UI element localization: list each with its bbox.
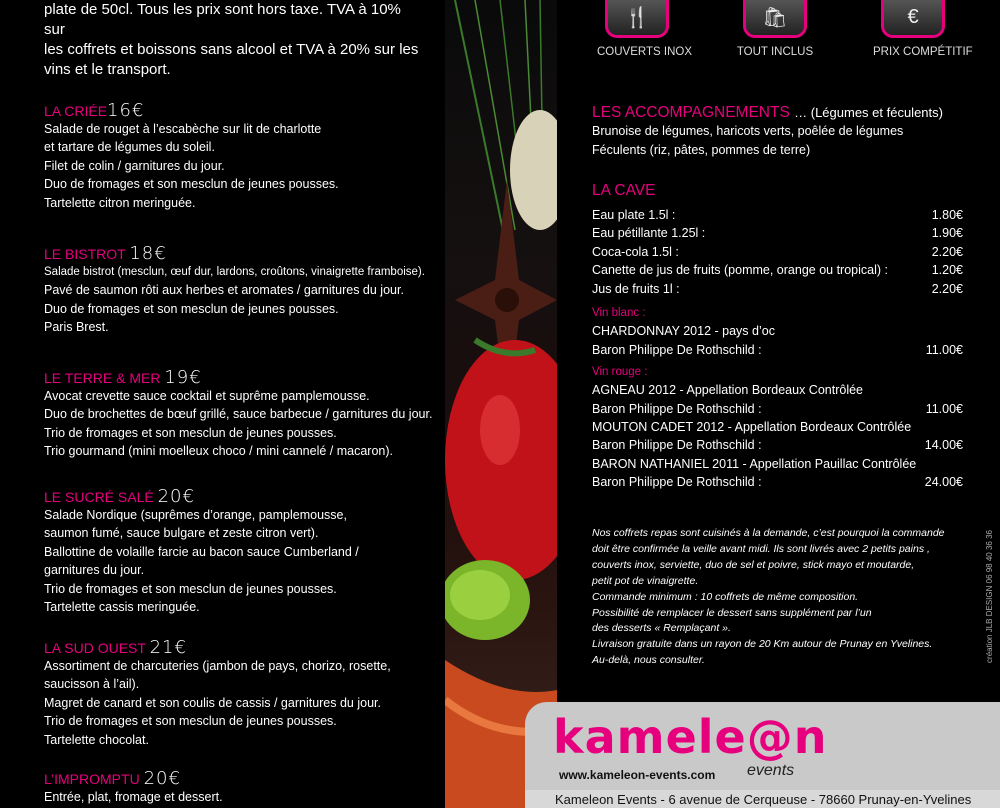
menu-line: Salade bistrot (mesclun, œuf dur, lardons, croûtons, vinaigrette framboise). bbox=[44, 266, 425, 278]
badge-prix-competitif bbox=[873, 0, 973, 58]
wine-price: 11.00€ bbox=[925, 343, 963, 357]
menu-price: 20€ bbox=[157, 486, 195, 507]
menu-line: Salade Nordique (suprêmes d’orange, pamplemousse, bbox=[44, 508, 347, 522]
euro-icon: € bbox=[881, 0, 945, 38]
section-title: LES ACCOMPAGNEMENTS bbox=[592, 104, 790, 121]
drink-label: Coca-cola 1.5l : bbox=[592, 245, 679, 259]
menu-name: LE TERRE & MER bbox=[44, 370, 161, 386]
drink-price: 2.20€ bbox=[931, 282, 963, 296]
menu-la-criee bbox=[44, 102, 434, 212]
wine-row bbox=[592, 473, 963, 492]
note-line: Au-delà, nous consulter. bbox=[592, 654, 705, 667]
drink-label: Jus de fruits 1l : bbox=[592, 282, 680, 296]
wine-producer: Baron Philippe De Rothschild : bbox=[592, 438, 762, 452]
menu-le-bistrot bbox=[44, 245, 434, 337]
menu-name: LA SUD OUEST bbox=[44, 640, 146, 656]
menu-price: 18€ bbox=[129, 243, 167, 264]
section-subtitle: … (Légumes et féculents) bbox=[794, 105, 943, 120]
logo-subtitle: events bbox=[747, 762, 795, 779]
menu-le-terre-mer bbox=[44, 369, 434, 461]
drink-row bbox=[592, 280, 963, 299]
menu-name: LE SUCRÉ SALÉ bbox=[44, 489, 154, 505]
drink-label: Eau plate 1.5l : bbox=[592, 208, 676, 222]
note-line: Nos coffrets repas sont cuisinés à la demande, c’est pourquoi la commande bbox=[592, 527, 945, 539]
wine-name: CHARDONNAY 2012 - pays d’oc bbox=[592, 324, 775, 338]
drink-price: 2.20€ bbox=[931, 245, 963, 259]
drink-row bbox=[592, 243, 963, 262]
intro-text bbox=[44, 0, 424, 80]
menu-heading bbox=[44, 639, 434, 657]
design-credit: création JLB DESIGN 06 98 40 36 36 bbox=[985, 530, 994, 663]
note-line: couverts inox, serviette, duo de sel et poivre, stick mayo et moutarde, bbox=[592, 558, 915, 571]
menu-line: Duo de fromages et son mesclun de jeunes pousses. bbox=[44, 177, 339, 192]
vin-rouge-label: Vin rouge : bbox=[592, 366, 648, 378]
menu-line: Tartelette citron meringuée. bbox=[44, 195, 196, 210]
food-illustration bbox=[445, 0, 557, 808]
drink-price: 1.90€ bbox=[931, 226, 963, 240]
footer bbox=[525, 702, 1000, 808]
menu-l-impromptu bbox=[44, 770, 434, 806]
menu-price: 20€ bbox=[143, 768, 181, 789]
wine-producer: Baron Philippe De Rothschild : bbox=[592, 402, 762, 416]
menu-line: Magret de canard et son coulis de cassis / garnitures du jour. bbox=[44, 695, 381, 710]
menu-le-sucre-sale bbox=[44, 488, 434, 616]
website-link[interactable]: www.kameleon-events.com bbox=[559, 768, 716, 782]
intro-line: vins et le transport. bbox=[44, 61, 171, 78]
wine-price: 24.00€ bbox=[924, 475, 963, 489]
menu-line: Trio de fromages et son mesclun de jeunes pousses. bbox=[44, 581, 337, 596]
menu-heading bbox=[44, 245, 434, 263]
drink-label: Canette de jus de fruits (pomme, orange ou tropical) : bbox=[592, 263, 888, 277]
food-photo bbox=[445, 0, 557, 808]
menu-column bbox=[0, 0, 445, 808]
badge-couverts-inox bbox=[597, 0, 692, 58]
menu-line: saumon fumé, sauce bulgare et zeste citron vert). bbox=[44, 526, 319, 541]
accompagnement-line: Brunoise de légumes, haricots verts, poêlée de légumes bbox=[592, 124, 904, 138]
note-line: Livraison gratuite dans un rayon de 20 Km autour de Prunay en Yvelines. bbox=[592, 638, 933, 651]
menu-line: Tartelette cassis meringuée. bbox=[44, 600, 200, 615]
wine-name: MOUTON CADET 2012 - Appellation Bordeaux Contrôlée bbox=[592, 420, 912, 434]
menu-line: Duo de fromages et son mesclun de jeunes pousses. bbox=[44, 301, 339, 316]
drink-label: Eau pétillante 1.25l : bbox=[592, 226, 706, 240]
wine-price: 11.00€ bbox=[925, 402, 963, 416]
drink-price: 1.80€ bbox=[931, 208, 963, 222]
menu-price: 19€ bbox=[164, 367, 202, 388]
note-line: des desserts « Remplaçant ». bbox=[592, 622, 731, 635]
menu-name: LE BISTROT bbox=[44, 246, 126, 262]
badge-label: COUVERTS INOX bbox=[597, 46, 692, 58]
intro-line: plate de 50cl. Tous les prix sont hors taxe. TVA à 10% sur bbox=[44, 1, 401, 38]
drink-price: 1.20€ bbox=[931, 263, 963, 277]
note-line: petit pot de vinaigrette. bbox=[592, 574, 699, 587]
accompagnements-title bbox=[592, 104, 943, 122]
wine-row bbox=[592, 341, 963, 360]
menu-line: Entrée, plat, fromage et dessert. bbox=[44, 790, 223, 804]
vin-blanc-label: Vin blanc : bbox=[592, 307, 646, 319]
menu-line: Pavé de saumon rôti aux herbes et aromates / garnitures du jour. bbox=[44, 283, 404, 298]
menu-line: Tartelette chocolat. bbox=[44, 732, 149, 747]
wine-row bbox=[592, 436, 963, 455]
note-line: doit être confirmée la veille avant midi. Ils sont livrés avec 2 petits pains , bbox=[592, 542, 930, 555]
bag-icon: 🛍 bbox=[743, 0, 807, 38]
menu-line: et tartare de légumes du soleil. bbox=[44, 140, 215, 155]
menu-heading bbox=[44, 770, 434, 788]
accompagnement-line: Féculents (riz, pâtes, pommes de terre) bbox=[592, 143, 811, 157]
menu-heading bbox=[44, 488, 434, 506]
cutlery-icon: 🍴 bbox=[605, 0, 669, 38]
wine-price: 14.00€ bbox=[924, 438, 963, 452]
badge-label: PRIX COMPÉTITIF bbox=[873, 46, 973, 58]
cave-title: LA CAVE bbox=[592, 182, 656, 199]
wine-row bbox=[592, 400, 963, 419]
wine-producer: Baron Philippe De Rothschild : bbox=[592, 343, 762, 357]
menu-heading bbox=[44, 369, 434, 387]
menu-line: Salade de rouget à l’escabèche sur lit de charlotte bbox=[44, 122, 322, 136]
note-line: Commande minimum : 10 coffrets de même composition. bbox=[592, 590, 859, 603]
note-line: Possibilité de remplacer le dessert sans supplément par l’un bbox=[592, 606, 872, 619]
menu-line: Filet de colin / garnitures du jour. bbox=[44, 158, 225, 173]
menu-line: garnitures du jour. bbox=[44, 563, 145, 578]
menu-name: LA CRIÉE bbox=[44, 103, 108, 119]
menu-line: Avocat crevette sauce cocktail et suprême pamplemousse. bbox=[44, 389, 370, 403]
wine-name: BARON NATHANIEL 2011 - Appellation Pauillac Contrôlée bbox=[592, 457, 917, 471]
menu-name: L’IMPROMPTU bbox=[44, 771, 140, 787]
menu-line: Trio de fromages et son mesclun de jeunes pousses. bbox=[44, 425, 337, 440]
menu-line: Duo de brochettes de bœuf grillé, sauce barbecue / garnitures du jour. bbox=[44, 407, 433, 422]
menu-heading bbox=[44, 102, 434, 120]
menu-line: saucisson à l’ail). bbox=[44, 677, 140, 692]
menu-price: 16€ bbox=[107, 100, 145, 121]
menu-line: Trio de fromages et son mesclun de jeunes pousses. bbox=[44, 714, 337, 729]
badge-label: TOUT INCLUS bbox=[736, 46, 814, 58]
wine-producer: Baron Philippe De Rothschild : bbox=[592, 475, 762, 489]
menu-line: Ballottine de volaille farcie au bacon sauce Cumberland / bbox=[44, 544, 359, 559]
kameleon-logo: kamele@n bbox=[553, 710, 828, 764]
menu-line: Trio gourmand (mini moelleux choco / mini cannelé / macaron). bbox=[44, 444, 393, 459]
menu-price: 21€ bbox=[149, 637, 187, 658]
badge-tout-inclus bbox=[735, 0, 815, 58]
drink-row bbox=[592, 206, 963, 225]
drink-row bbox=[592, 261, 963, 280]
company-address: Kameleon Events - 6 avenue de Cerqueuse - 78660 Prunay-en-Yvelines bbox=[525, 790, 1000, 808]
intro-line: les coffrets et boissons sans alcool et TVA à 20% sur les bbox=[44, 41, 419, 58]
drink-row bbox=[592, 224, 963, 243]
menu-line: Assortiment de charcuteries (jambon de pays, chorizo, rosette, bbox=[44, 659, 391, 673]
wine-name: AGNEAU 2012 - Appellation Bordeaux Contrôlée bbox=[592, 383, 863, 397]
info-column bbox=[557, 0, 1000, 808]
menu-line: Paris Brest. bbox=[44, 320, 109, 335]
menu-la-sud-ouest bbox=[44, 639, 434, 749]
order-notes bbox=[592, 526, 972, 669]
